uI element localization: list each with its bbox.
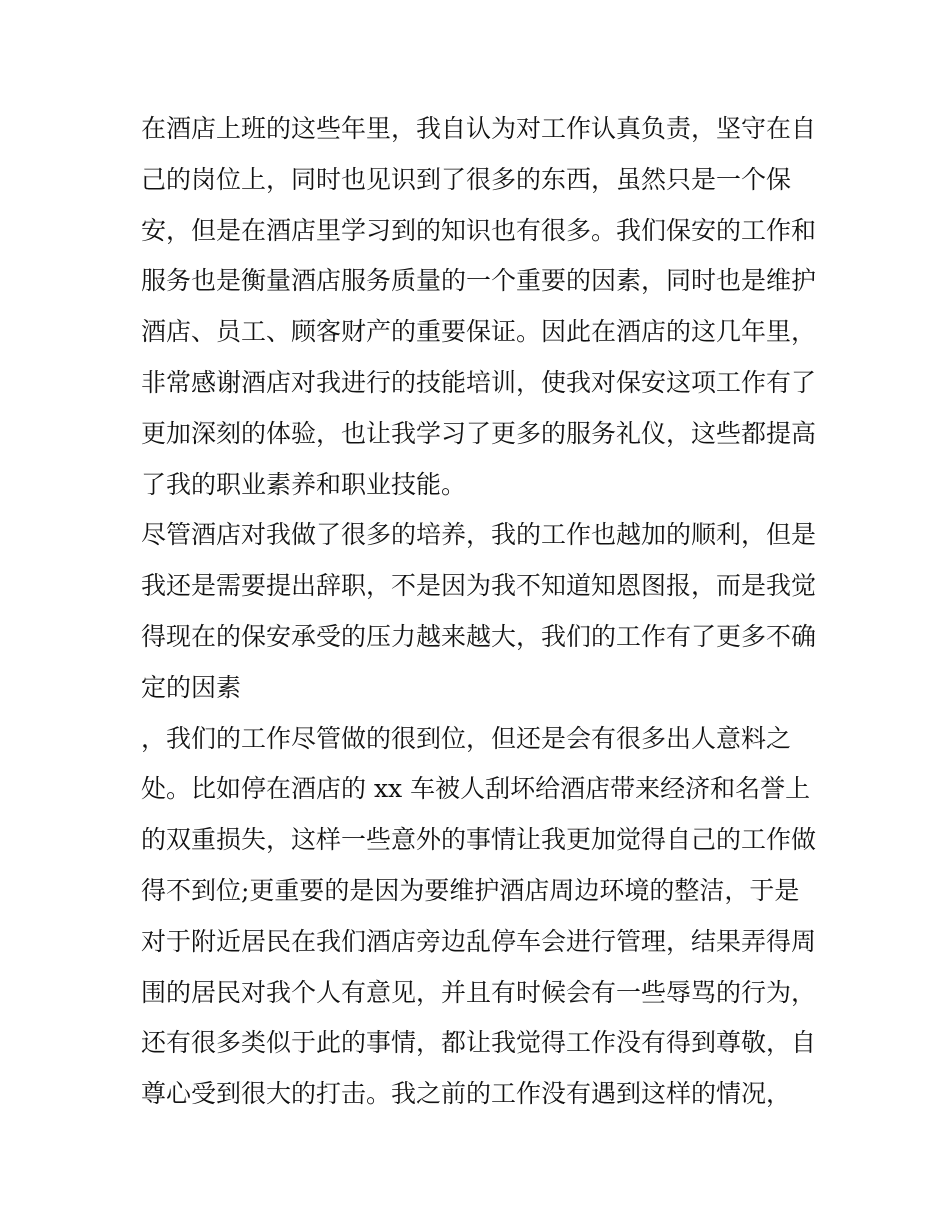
text-line-3: 安，但是在酒店里学习到的知识也有很多。我们保安的工作和 xyxy=(141,215,817,245)
text-line-6: 非常感谢酒店对我进行的技能培训，使我对保安这项工作有了 xyxy=(141,367,817,397)
text-line-14: 处。比如停在酒店的 xx 车被人刮坏给酒店带来经济和名誉上 xyxy=(141,774,811,804)
text-line-12: 定的因素 xyxy=(141,672,242,702)
text-line-5: 酒店、员工、顾客财产的重要保证。因此在酒店的这几年里， xyxy=(141,317,817,347)
text-line-9: 尽管酒店对我做了很多的培养，我的工作也越加的顺利，但是 xyxy=(141,520,817,550)
text-line-20: 尊心受到很大的打击。我之前的工作没有遇到这样的情况， xyxy=(141,1079,792,1109)
text-line-16: 得不到位;更重要的是因为要维护酒店周边环境的整洁，于是 xyxy=(141,875,800,905)
text-line-17: 对于附近居民在我们酒店旁边乱停车会进行管理，结果弄得周 xyxy=(141,926,817,956)
document-body-text xyxy=(141,104,831,1120)
text-line-8: 了我的职业素养和职业技能。 xyxy=(141,469,467,499)
text-line-10: 我还是需要提出辞职，不是因为我不知道知恩图报，而是我觉 xyxy=(141,571,817,601)
text-line-2: 己的岗位上，同时也见识到了很多的东西，虽然只是一个保 xyxy=(141,164,792,194)
text-line-15: 的双重损失，这样一些意外的事情让我更加觉得自己的工作做 xyxy=(141,825,817,855)
text-line-1: 在酒店上班的这些年里，我自认为对工作认真负责，坚守在自 xyxy=(141,114,817,143)
text-line-11: 得现在的保安承受的压力越来越大，我们的工作有了更多不确 xyxy=(141,621,817,651)
text-line-18: 围的居民对我个人有意见，并且有时候会有一些辱骂的行为， xyxy=(141,977,817,1007)
text-line-4: 服务也是衡量酒店服务质量的一个重要的因素，同时也是维护 xyxy=(141,266,817,296)
text-line-13: ，我们的工作尽管做的很到位，但还是会有很多出人意料之 xyxy=(141,723,792,753)
text-line-7: 更加深刻的体验，也让我学习了更多的服务礼仪，这些都提高 xyxy=(141,418,817,448)
text-line-19: 还有很多类似于此的事情，都让我觉得工作没有得到尊敬，自 xyxy=(141,1028,817,1058)
